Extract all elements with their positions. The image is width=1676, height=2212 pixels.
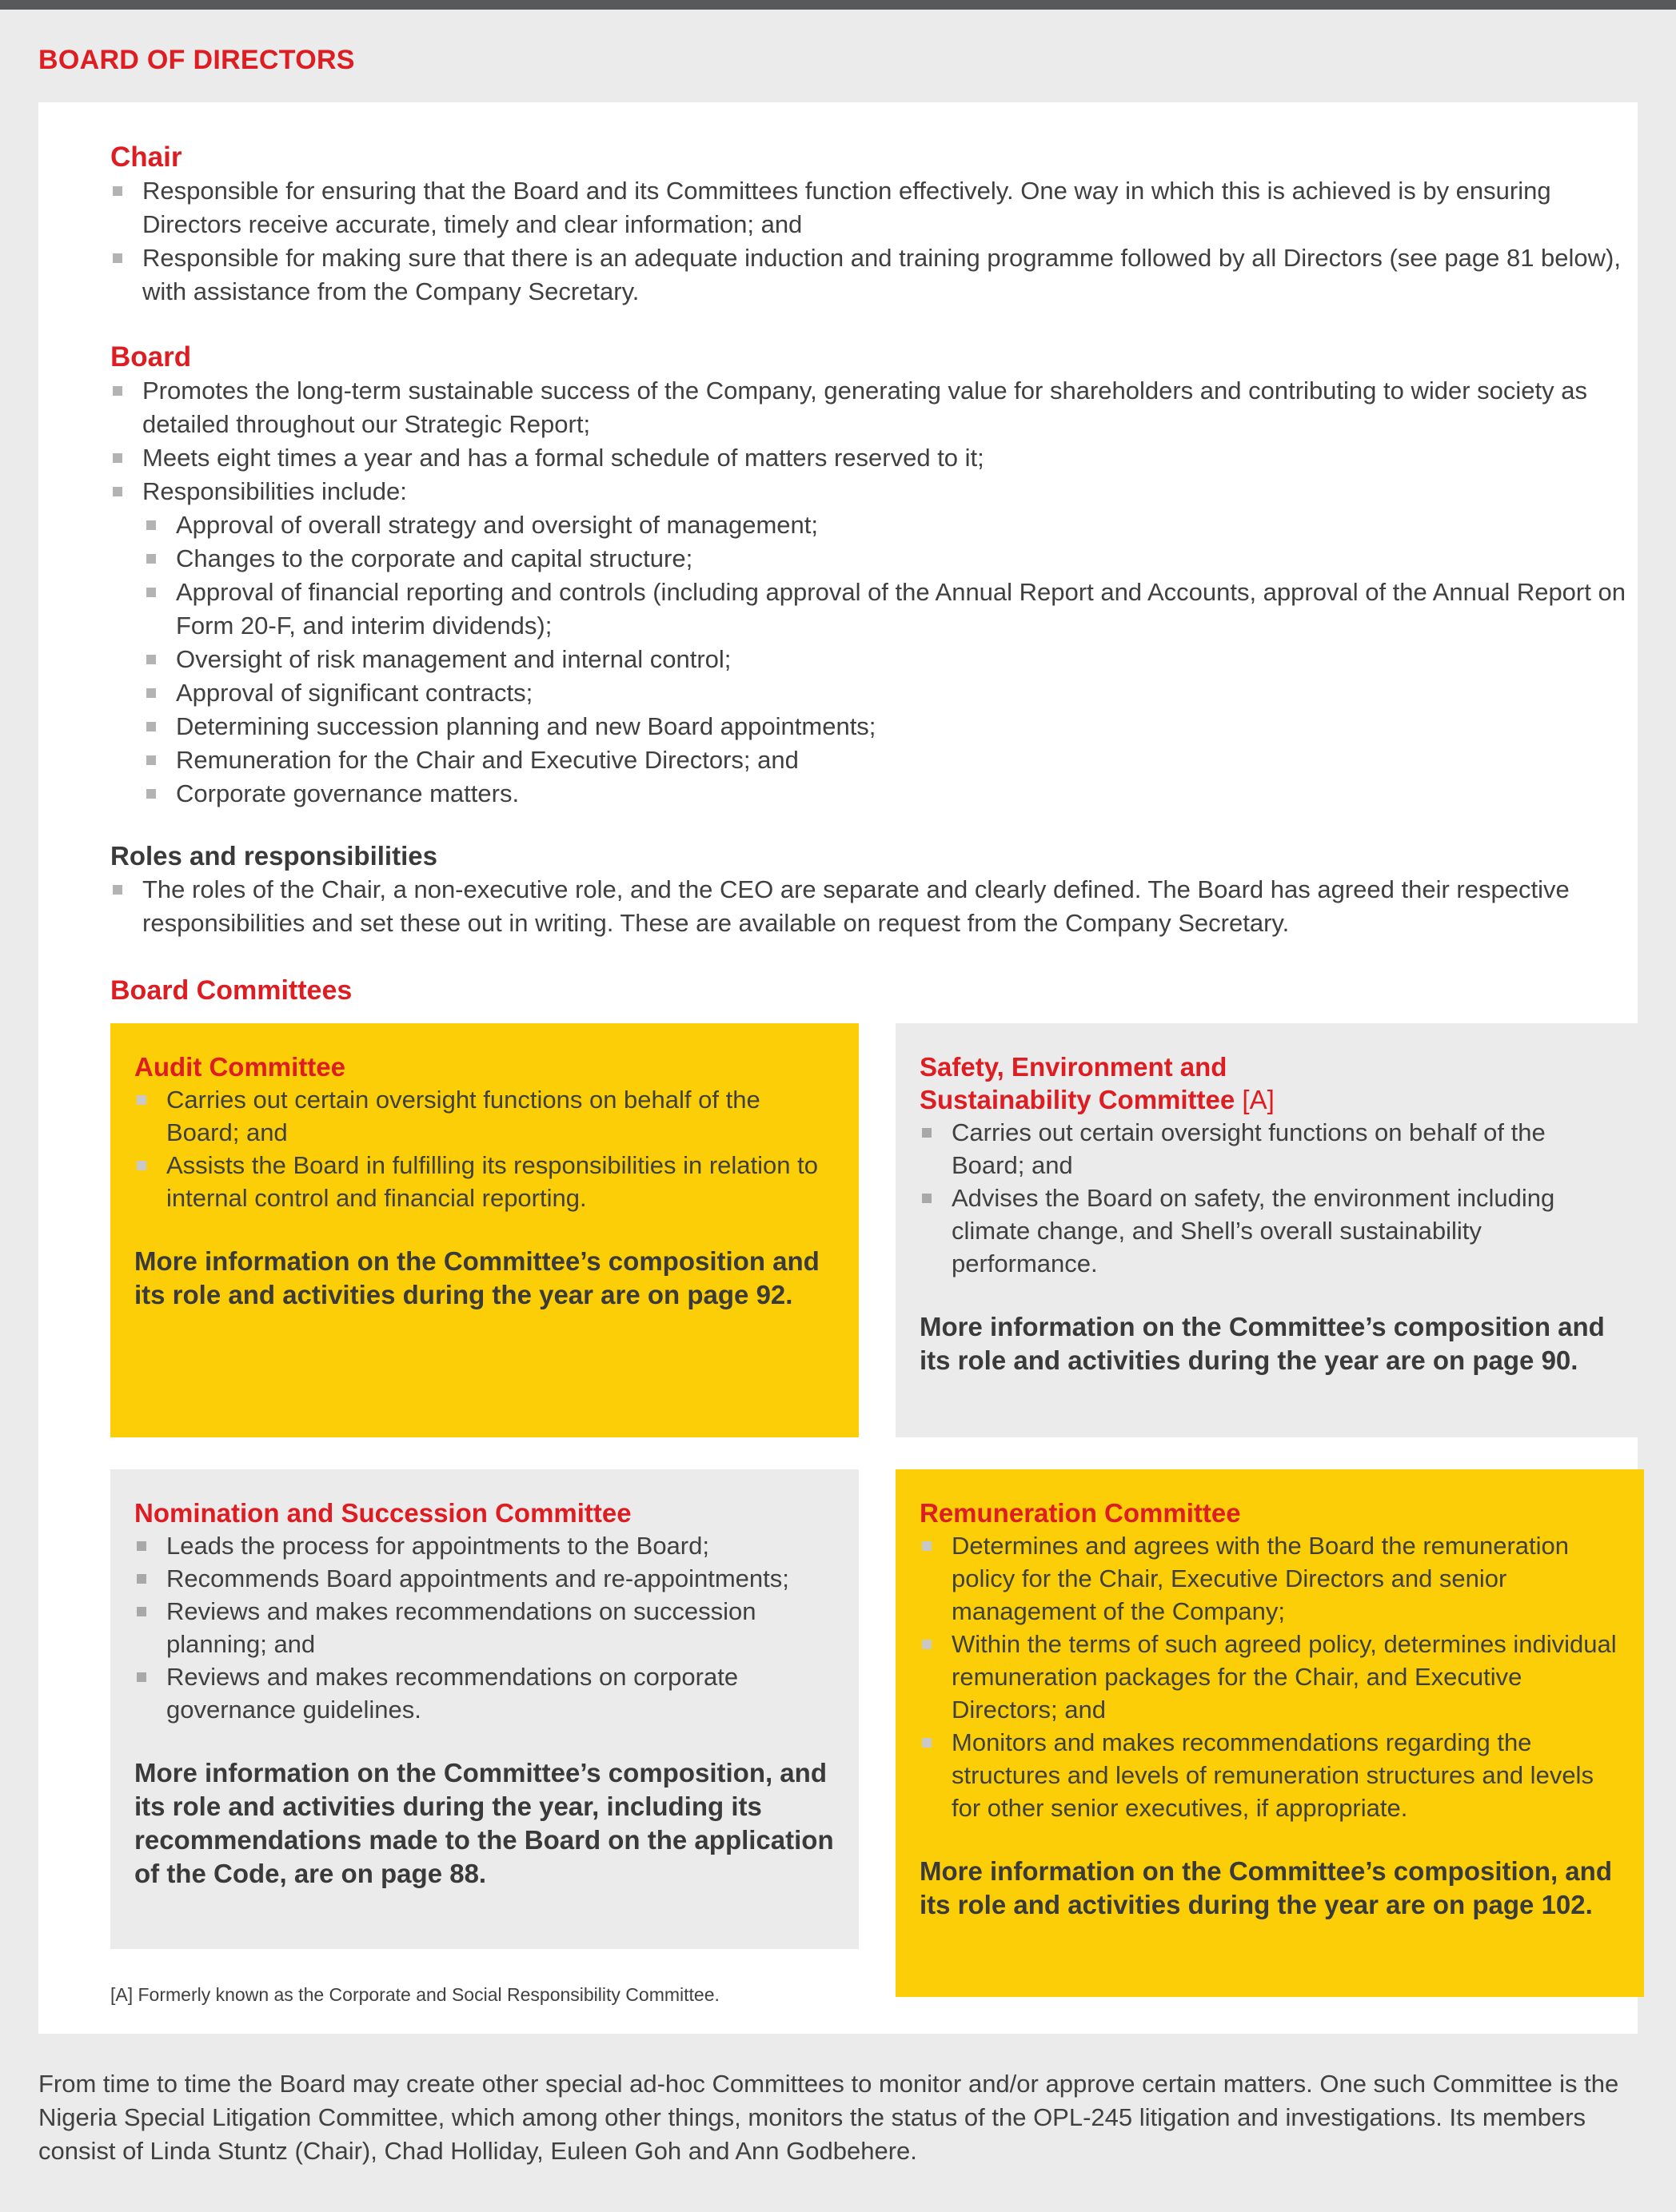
list-item: Approval of financial reporting and controls (including approval of the Annual Report and Accounts, approval of the Annual Report on Form 20-F, and interim dividends); [110,576,1646,643]
list-item: Approval of overall strategy and oversight of management; [110,508,1646,542]
list-item: Promotes the long-term sustainable success of the Company, generating value for shareholders and contributing to wider society as detailed throughout our Strategic Report; [110,374,1646,441]
list-item: Meets eight times a year and has a formal schedule of matters reserved to it; [110,441,1646,475]
board-list [110,374,1646,508]
list-item: Within the terms of such agreed policy, determines individual remuneration packages for the Chair, and Executive Directors; and [920,1628,1620,1726]
audit-committee-title: Audit Committee [134,1052,345,1082]
closing-paragraph: From time to time the Board may create other special ad-hoc Committees to monitor and/or approve certain matters. One such Committee is the Nigeria Special Litigation Committee, which among other things, monitors the status of the OPL-245 litigation and investigations. Its members consist of Linda Stuntz (Chair), Chad Holliday, Euleen Goh and Ann Godbehere. [38,2070,1619,2165]
list-item: Responsible for making sure that there is an adequate induction and training programme followed by all Directors (see page 81 below), with assistance from the Company Secretary. [110,241,1646,309]
list-item: Carries out certain oversight functions on behalf of the Board; and [920,1116,1620,1182]
remuneration-committee-list [920,1529,1620,1824]
list-item: Leads the process for appointments to the Board; [134,1529,835,1562]
list-item: The roles of the Chair, a non-executive role, and the CEO are separate and clearly defined. The Board has agreed their respective responsibilities and set these out in writing. These are available on request from the Company Secretary. [110,873,1646,940]
list-item: Monitors and makes recommendations regarding the structures and levels of remuneration structures and levels for other senior executives, if appropriate. [920,1726,1620,1824]
list-item: Determining succession planning and new Board appointments; [110,710,1646,743]
roles-title: Roles and responsibilities [110,841,437,871]
nomination-committee-title: Nomination and Succession Committee [134,1498,632,1528]
list-item: Changes to the corporate and capital structure; [110,542,1646,576]
safety-committee-more: More information on the Committee’s composition and its role and activities during the year are on page 90. [920,1312,1605,1375]
roles-list [110,873,1646,940]
safety-committee-title-line1: Safety, Environment and [920,1052,1227,1082]
list-item: Responsible for ensuring that the Board and its Committees function effectively. One way in which this is achieved is by ensuring Directors receive accurate, timely and clear information; and [110,174,1646,241]
list-item: Corporate governance matters. [110,777,1646,811]
nomination-committee-more: More information on the Committee’s composition, and its role and activities during the year, including its recommendations made to the Board on the application of the Code, are on page 88. [134,1758,834,1888]
board-responsibilities-list [110,508,1646,811]
remuneration-committee-title: Remuneration Committee [920,1498,1241,1528]
list-item: Carries out certain oversight functions on behalf of the Board; and [134,1083,835,1149]
list-item: Approval of significant contracts; [110,676,1646,710]
list-item: Remuneration for the Chair and Executive Directors; and [110,743,1646,777]
list-item: Reviews and makes recommendations on corporate governance guidelines. [134,1660,835,1726]
footnote-ref: [A] [1242,1085,1275,1114]
remuneration-committee-more: More information on the Committee’s composition, and its role and activities during the year are on page 102. [920,1856,1612,1919]
content-panel [38,102,1638,2034]
roles-section [110,839,1646,940]
audit-committee-more: More information on the Committee’s composition and its role and activities during the year are on page 92. [134,1246,820,1309]
committees-heading-wrap [110,974,1646,1007]
nomination-committee-box [110,1469,859,1949]
list-item: Determines and agrees with the Board the remuneration policy for the Chair, Executive Directors and senior management of the Company; [920,1529,1620,1628]
board-section [110,341,1646,811]
safety-committee-title-line2: Sustainability Committee [920,1085,1235,1114]
list-item: Assists the Board in fulfilling its responsibilities in relation to internal control and financial reporting. [134,1149,835,1214]
safety-committee-box [896,1023,1644,1437]
nomination-committee-list [134,1529,835,1726]
audit-committee-box [110,1023,859,1437]
remuneration-committee-box [896,1469,1644,1997]
board-title: Board [110,341,192,373]
safety-committee-title [920,1050,1620,1116]
list-item: Advises the Board on safety, the environment including climate change, and Shell’s overall sustainability performance. [920,1182,1620,1280]
list-item: Oversight of risk management and internal control; [110,643,1646,676]
audit-committee-list [134,1083,835,1214]
safety-committee-list [920,1116,1620,1280]
top-rule [0,0,1676,10]
footnote: [A] Formerly known as the Corporate and Social Responsibility Committee. [110,1984,720,2005]
page-title: BOARD OF DIRECTORS [38,45,355,75]
list-item: Recommends Board appointments and re-appointments; [134,1562,835,1595]
committees-title: Board Committees [110,975,353,1006]
chair-list [110,174,1646,309]
list-item: Responsibilities include: [110,475,1646,508]
list-item: Reviews and makes recommendations on succession planning; and [134,1595,835,1660]
chair-title: Chair [110,141,182,173]
chair-section [110,141,1646,309]
